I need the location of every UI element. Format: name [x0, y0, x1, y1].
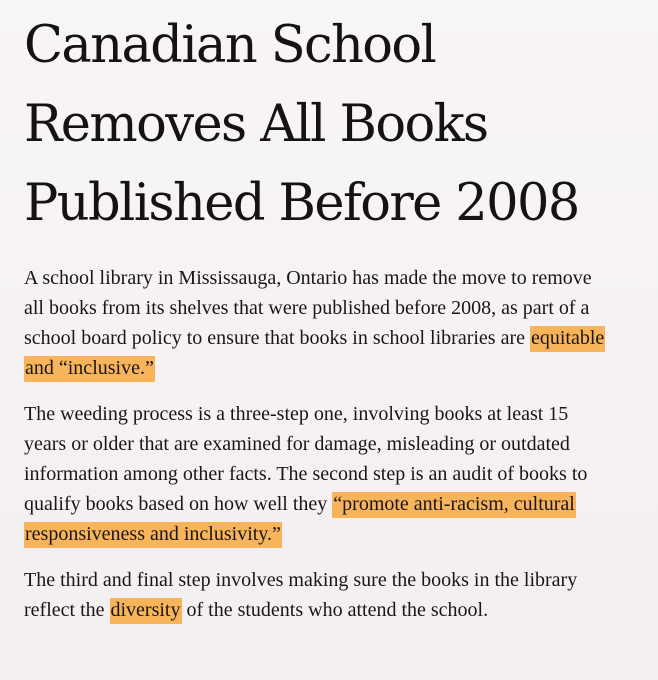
p1-line-1: A school library in Mississauga, Ontario has made the move to remove: [24, 267, 592, 289]
p2-line-3: information among other facts. The second step is an audit of books to: [24, 463, 588, 485]
highlight-equitable: equitable: [530, 326, 605, 352]
p3-line-2-text-before: reflect the: [24, 599, 110, 621]
p3-line-2: [24, 595, 640, 625]
paragraph-3: [24, 565, 640, 625]
highlight-promote-anti-racism: “promote anti-racism, cultural: [332, 492, 576, 518]
paragraph-1: [24, 263, 640, 383]
highlight-inclusive: and “inclusive.”: [24, 356, 155, 382]
p2-line-5: [24, 519, 640, 549]
p1-line-3: [24, 323, 640, 353]
headline-line-3: Published Before 2008: [24, 174, 579, 233]
p2-line-1: The weeding process is a three-step one, involving books at least 15: [24, 403, 569, 425]
p2-line-4: [24, 489, 640, 519]
headline-line-1: Canadian School: [24, 16, 436, 75]
highlight-diversity: diversity: [110, 598, 182, 624]
p3-line-1: The third and final step involves making sure the books in the library: [24, 569, 578, 591]
p3-line-2-text-after: of the students who attend the school.: [181, 599, 489, 621]
headline: [24, 0, 640, 243]
p1-line-2: all books from its shelves that were published before 2008, as part of a: [24, 297, 590, 319]
highlight-responsiveness: responsiveness and inclusivity.”: [24, 522, 282, 548]
article-body: [24, 263, 640, 625]
headline-line-2: Removes All Books: [24, 95, 488, 154]
paragraph-2: [24, 399, 640, 549]
p1-line-4: [24, 353, 640, 383]
p1-line-3-text: school board policy to ensure that books in school libraries are: [24, 327, 530, 349]
p2-line-2: years or older that are examined for damage, misleading or outdated: [24, 433, 570, 455]
p2-line-4-text: qualify books based on how well they: [24, 493, 333, 515]
